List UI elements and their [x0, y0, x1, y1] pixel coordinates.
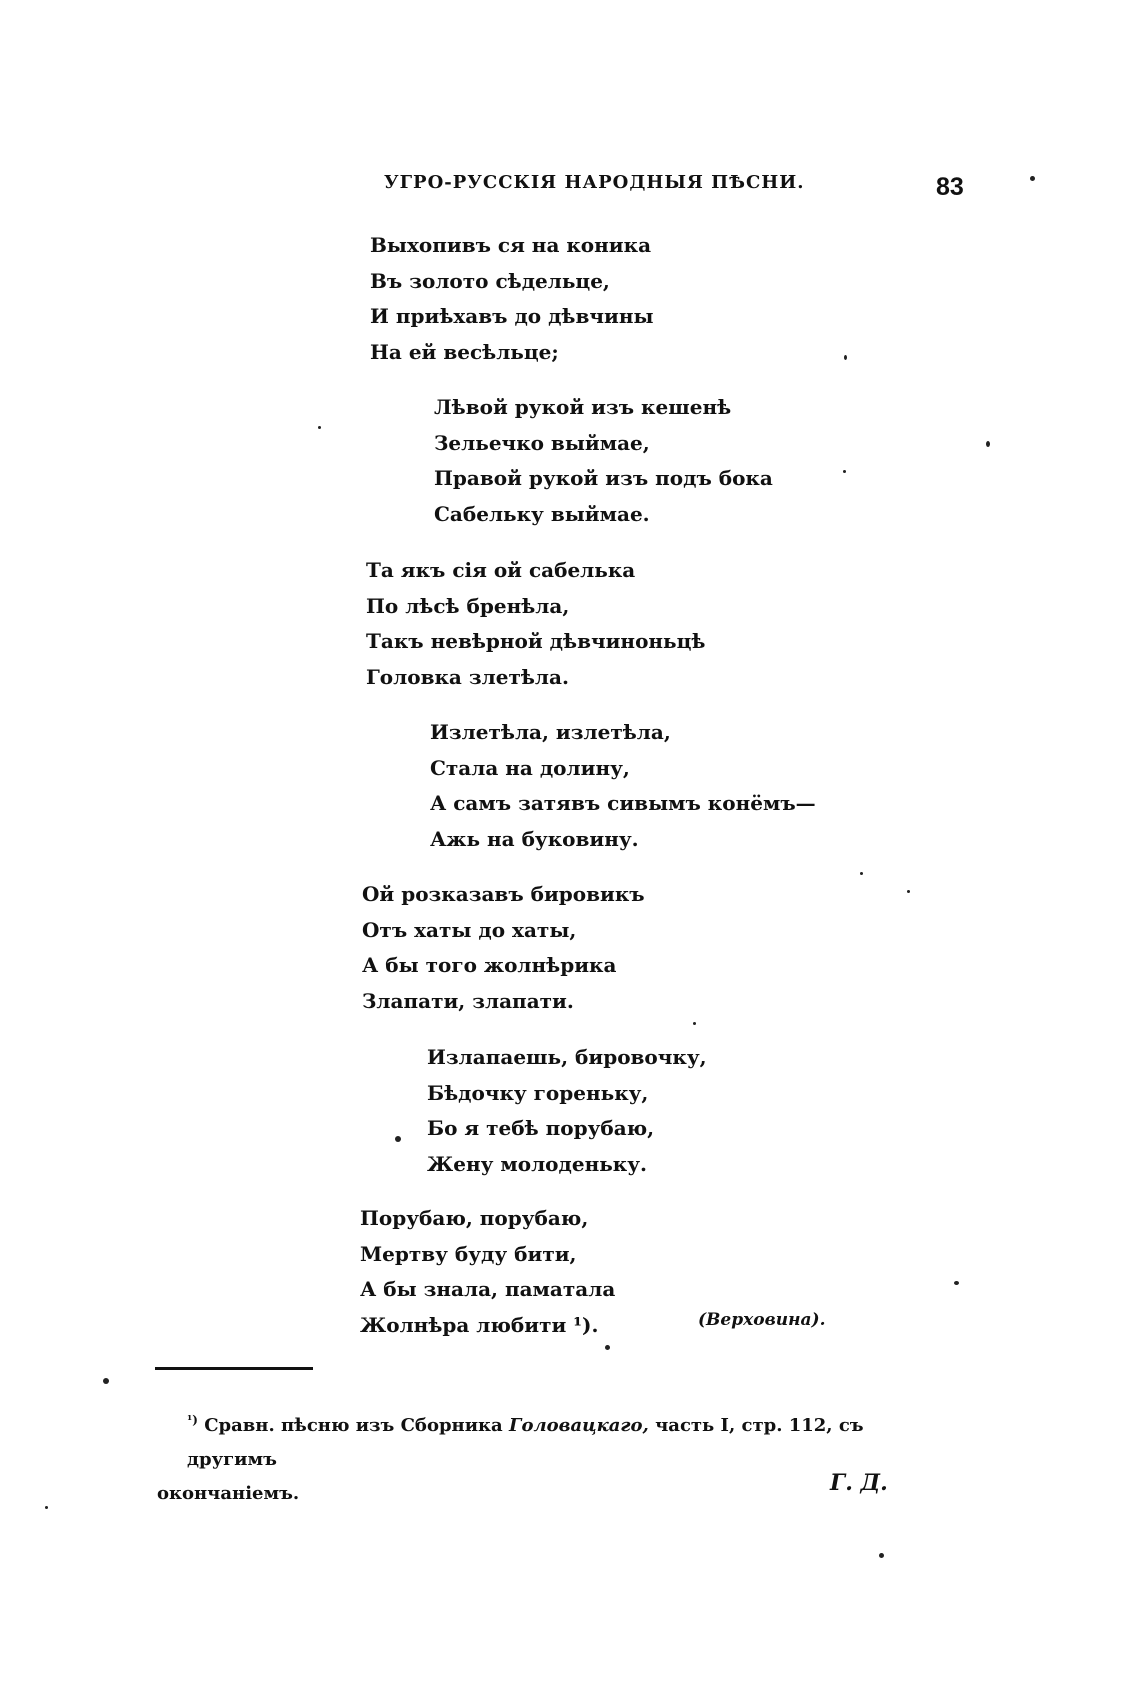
signature: Г. Д.	[830, 1470, 888, 1496]
page-number: 83	[936, 173, 964, 201]
verse-line: На ей весѣльце;	[370, 339, 559, 364]
scan-speck	[45, 1506, 48, 1509]
footnote-line-1	[157, 1403, 957, 1477]
verse-line: Отъ хаты до хаты,	[362, 917, 577, 942]
stanza-3	[366, 553, 705, 695]
verse-line: Въ золото сѣдельце,	[370, 268, 610, 293]
scan-speck	[1030, 176, 1035, 181]
source-region: (Верховина).	[698, 1310, 826, 1330]
running-title: УГРО-РУССКІЯ НАРОДНЫЯ ПѢСНИ.	[384, 172, 805, 193]
verse-line: Бо я тебѣ порубаю,	[427, 1116, 655, 1140]
verse-line: Выхопивъ ся на коника	[370, 233, 652, 257]
footnote-mark: ¹)	[187, 1413, 198, 1427]
stanza-1	[370, 228, 654, 370]
stanza-2	[434, 390, 773, 532]
verse-line: Жолнѣра любити ¹).	[360, 1312, 599, 1337]
scan-speck	[860, 872, 863, 875]
verse-line: По лѣсѣ бренѣла,	[366, 593, 570, 618]
footnote-line-2: окончаніемъ.	[157, 1483, 300, 1504]
verse-line: Стала на долину,	[430, 755, 630, 780]
scan-speck	[879, 1553, 884, 1558]
stanza-5	[362, 877, 645, 1019]
stanza-4	[430, 715, 816, 857]
verse-line: Бѣдочку гореньку,	[427, 1080, 649, 1105]
verse-line: И приѣхавъ до дѣвчины	[370, 304, 654, 328]
verse-line: Ажь на буковину.	[430, 826, 639, 851]
verse-line: Та якъ сія ой сабелька	[366, 558, 636, 582]
scan-speck	[843, 470, 846, 473]
verse-line: Жену молоденьку.	[427, 1151, 647, 1176]
scan-speck	[318, 426, 321, 429]
verse-line: Злапати, злапати.	[362, 988, 574, 1013]
verse-line: Ой розказавъ бировикъ	[362, 882, 645, 906]
footnote-collection: Головацкаго,	[509, 1415, 649, 1436]
footnote-rule	[155, 1367, 313, 1370]
footnote-text: часть I, стр. 112, съ другимъ	[187, 1415, 864, 1470]
stanza-7	[360, 1201, 615, 1343]
verse-line: Такъ невѣрной дѣвчиноньцѣ	[366, 629, 706, 653]
scan-speck	[395, 1136, 401, 1142]
verse-line: Мертву буду бити,	[360, 1241, 577, 1266]
footnote-text: Сравн. пѣсню изъ Сборника	[204, 1415, 503, 1436]
verse-line: А самъ затявъ сивымъ конёмъ—	[430, 791, 816, 815]
scan-speck	[954, 1281, 959, 1285]
verse-line: Излетѣла, излетѣла,	[430, 720, 671, 744]
verse-line: А бы того жолнѣрика	[362, 953, 617, 977]
scan-speck	[907, 890, 910, 893]
scan-speck	[986, 441, 990, 447]
scan-speck	[605, 1345, 610, 1350]
verse-line: А бы знала, паматала	[360, 1277, 616, 1301]
scan-speck	[693, 1022, 696, 1025]
verse-line: Зельечко выймае,	[434, 430, 650, 455]
verse-line: Порубаю, порубаю,	[360, 1206, 589, 1230]
scan-speck	[844, 355, 847, 360]
verse-line: Сабельку выймае.	[434, 501, 650, 526]
verse-line: Излапаешь, бировочку,	[427, 1045, 707, 1069]
verse-line: Головка злетѣла.	[366, 664, 569, 689]
stanza-6	[427, 1040, 707, 1182]
scan-speck	[103, 1378, 109, 1384]
verse-line: Правой рукой изъ подъ бока	[434, 466, 773, 490]
verse-line: Лѣвой рукой изъ кешенѣ	[434, 395, 732, 419]
